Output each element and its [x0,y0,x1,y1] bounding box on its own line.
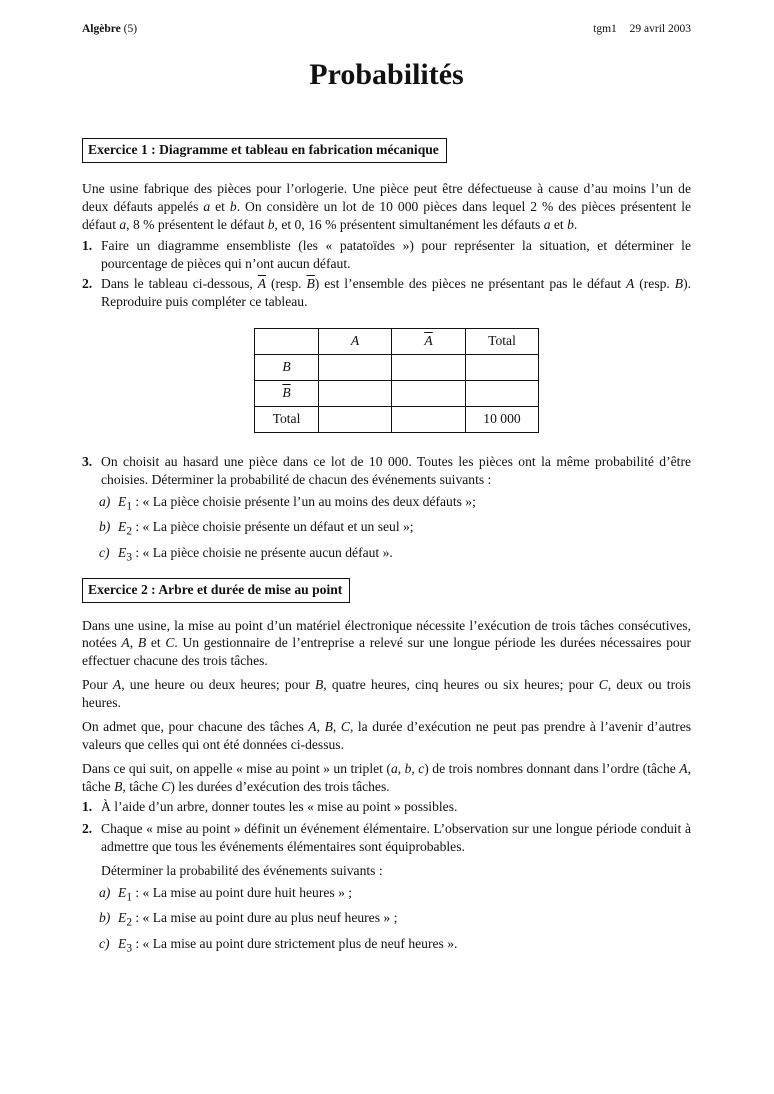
header-chapter-number: (5) [123,23,138,35]
exercise-2-paragraph-1: Dans une usine, la mise au point d’un matériel électronique nécessite l’exécution de trois tâches consécutives, notées A, B et C. Un gestionnaire de l’entreprise a relevé sur une longue période les durées nécessaires pour effectuer chacune des trois tâches. [82,617,692,669]
exercise-2-heading: Exercice 2 : Arbre et durée de mise au point [82,578,350,603]
table-cell [466,380,539,406]
exercise-2-paragraph-4: Dans ce qui suit, on appelle « mise au point » un triplet (a, b, c) de trois nombres donnant dans l’ordre (tâche A, tâche B, tâche C) les durées d’exécution des trois tâches. [82,761,691,794]
page-header [82,22,691,37]
table-cell [319,380,392,406]
table-header-not-a: $\overline{A}$ [392,328,466,354]
table-total-value: 10 000 [466,406,539,432]
header-subject: Algèbre [82,23,121,35]
table-row [255,328,539,354]
exercise-2-question-1: 1. À l’aide d’un arbre, donner toutes les « mise au point » possibles. [82,798,458,814]
exercise-1-question-2: 2. Dans le tableau ci-dessous, $\overline{A}$ (resp. $\overline{B}$) est l’ensemble des pièces ne présentant pas le défaut A (resp. B). Reproduire puis compléter ce tableau. [82,275,691,309]
exercise-2-event-c: c) $E_3$ : « La mise au point dure strictement plus de neuf heures ». [99,936,458,955]
page-title: Probabilités [309,58,464,92]
table-rowhead-not-b: $\overline{B}$ [255,380,319,406]
header-left [82,22,137,37]
table-row [255,354,539,380]
exercise-1-heading: Exercice 1 : Diagramme et tableau en fabrication mécanique [82,138,447,163]
header-right [583,22,691,37]
exercise-2-paragraph-2: Pour A, une heure ou deux heures; pour B, quatre heures, cinq heures ou six heures; pour C, deux ou trois heures. [82,677,691,711]
table-header-a: A [319,328,392,354]
exercise-2-event-b: b) $E_2$ : « La mise au point dure au plus neuf heures » ; [99,910,398,930]
table-cell [319,354,392,380]
defects-table [254,328,539,433]
exercise-1-question-3: 3. On choisit au hasard une pièce dans ce lot de 10 000. Toutes les pièces ont la même probabilité d’être choisies. Déterminer la probabilité de chacun des événements suivants : [82,453,691,487]
header-date: 29 avril 2003 [629,23,691,35]
header-class-code: tgm1 [593,23,617,35]
table-row [255,380,539,406]
exercise-2-question-2: 2. Chaque « mise au point » définit un événement élémentaire. L’observation sur une longue période conduit à admettre que tous les événements élémentaires sont équiprobables. [82,820,691,854]
table-cell [255,328,319,354]
table-rowhead-total: Total [255,406,319,432]
table-cell [466,354,539,380]
table-header-total: Total [466,328,539,354]
table-cell [319,406,392,432]
exercise-1-question-1: 1. Faire un diagramme ensembliste (les « patatoïdes ») pour représenter la situation, et déterminer le pourcentage de pièces qui n’ont aucun défaut. [82,237,691,271]
document-page [82,22,691,957]
table-cell [392,354,466,380]
exercise-1-event-c: c) $E_3$ : « La pièce choisie ne présente aucun défaut ». [99,544,393,564]
table-rowhead-b: B [255,354,319,380]
exercise-1-event-b: b) $E_2$ : « La pièce choisie présente un défaut et un seul »; [99,519,414,538]
table-row [255,406,539,432]
table-cell [392,406,466,432]
exercise-2-event-a: a) $E_1$ : « La mise au point dure huit heures » ; [99,884,353,904]
table-cell [392,380,466,406]
exercise-2-question-2-instruction: Déterminer la probabilité des événements suivants : [101,862,383,878]
exercise-2-paragraph-3: On admet que, pour chacune des tâches A, B, C, la durée d’exécution ne peut pas prendre à l’avenir d’autres valeurs que celles qui ont été données ci-dessus. [82,719,692,753]
exercise-1-intro: Une usine fabrique des pièces pour l’orlogerie. Une pièce peut être défectueuse à cause d’au moins l’un de deux défauts appelés a et b. On considère un lot de 10 000 pièces dans lequel 2 % des pièces présentent le défaut a, 8 % présentent le défaut b, et 0, 16 % présentent simultanément les défauts a et b. [82,181,692,232]
exercise-1-event-a: a) $E_1$ : « La pièce choisie présente l’un au moins des deux défauts »; [99,493,476,513]
